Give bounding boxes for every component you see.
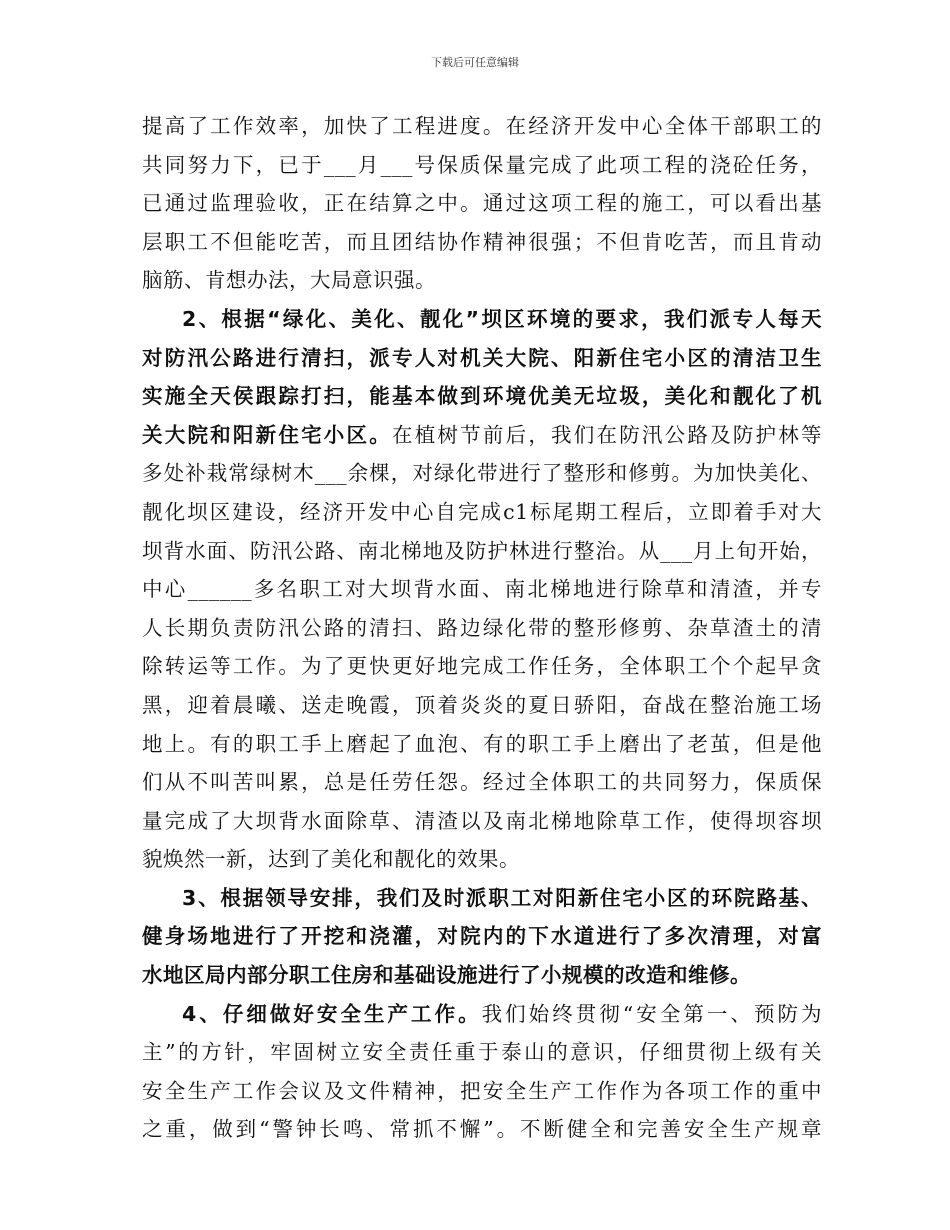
text-line [142,956,822,995]
text-segment: 量完成了大坝背水面除草、清渣以及南北梯地除草工作，使得坝容坝 [142,808,822,833]
text-segment: 安全生产工作会议及文件精神，把安全生产工作作为各项工作的重中 [142,1078,822,1103]
text-segment: 除转运等工作。为了更快更好地完成工作任务，全体职工个个起早贪 [142,654,822,679]
text-line [142,840,822,879]
text-line [142,1033,822,1072]
text-line [142,647,822,686]
bold-text-segment: 实施全天侯跟踪打扫，能基本做到环境优美无垃圾，美化和靓化了机 [142,384,822,409]
text-line [142,377,822,416]
text-line [142,763,822,802]
bold-text-segment: 关大院和阳新住宅小区。 [142,422,392,447]
text-line [142,223,822,262]
text-segment: 人长期负责防汛公路的清扫、路边绿化带的整形修剪、杂草渣土的清 [142,615,822,640]
text-line [142,725,822,764]
text-line [142,1110,822,1149]
text-segment: 靓化坝区建设，经济开发中心自完成c1标尾期工程后，立即着手对大 [142,499,822,524]
page-header: 下载后可任意编辑 [431,56,519,69]
text-line [142,1072,822,1111]
text-line [142,802,822,841]
text-segment: 坝背水面、防汛公路、南北梯地及防护林进行整治。从___月上旬开始， [142,538,822,563]
text-segment: 黑，迎着晨曦、送走晚霞，顶着炎炎的夏日骄阳，奋战在整治施工场 [142,692,822,717]
text-segment: 地上。有的职工手上磨起了血泡、有的职工手上磨出了老茧，但是他 [142,731,822,756]
text-line [142,995,822,1034]
text-line [142,570,822,609]
document-body [142,107,822,1149]
text-line [142,454,822,493]
bold-text-segment: 对防汛公路进行清扫，派专人对机关大院、阳新住宅小区的清洁卫生 [142,345,822,370]
text-line [142,917,822,956]
text-segment: 已通过监理验收，正在结算之中。通过这项工程的施工，可以看出基 [142,191,822,216]
text-segment: 层职工不但能吃苦，而且团结协作精神很强；不但肯吃苦，而且肯动 [142,229,822,254]
text-line [142,416,822,455]
text-line [142,261,822,300]
text-line [142,146,822,185]
text-line [142,532,822,571]
text-line [142,609,822,648]
text-line [142,879,822,918]
text-line [142,686,822,725]
bold-text-segment: 4、仔细做好安全生产工作。 [182,1001,482,1026]
text-segment: 们从不叫苦叫累，总是任劳任怨。经过全体职工的共同努力，保质保 [142,770,822,795]
text-segment: 脑筋、肯想办法，大局意识强。 [142,268,436,293]
text-segment: 主”的方针，牢固树立安全责任重于泰山的意识，仔细贯彻上级有关 [142,1040,822,1065]
text-segment: 共同努力下，已于___月___号保质保量完成了此项工程的浇砼任务， [142,152,822,177]
text-segment: 多处补栽常绿树木___余棵，对绿化带进行了整形和修剪。为加快美化、 [142,461,822,486]
text-line [142,493,822,532]
text-line [142,107,822,146]
text-line [142,339,822,378]
text-line [142,184,822,223]
text-segment: 之重，做到“警钟长鸣、常抓不懈”。不断健全和完善安全生产规章 [142,1117,822,1142]
text-segment: 在植树节前后，我们在防汛公路及防护林等 [391,422,822,447]
bold-text-segment: 2、根据“绿化、美化、靓化”坝区环境的要求，我们派专人每天 [182,306,822,331]
text-segment: 中心______多名职工对大坝背水面、南北梯地进行除草和清渣，并专 [142,577,822,602]
bold-text-segment: 水地区局内部分职工住房和基础设施进行了小规模的改造和维修。 [142,963,751,988]
bold-text-segment: 健身场地进行了开挖和浇灌，对院内的下水道进行了多次清理，对富 [142,924,822,949]
bold-text-segment: 3、根据领导安排，我们及时派职工对阳新住宅小区的环院路基、 [182,885,822,910]
text-segment: 貌焕然一新，达到了美化和靓化的效果。 [142,847,520,872]
text-segment: 提高了工作效率，加快了工程进度。在经济开发中心全体干部职工的 [142,114,822,138]
text-segment: 我们始终贯彻“安全第一、预防为 [481,1001,822,1026]
text-line [142,300,822,339]
